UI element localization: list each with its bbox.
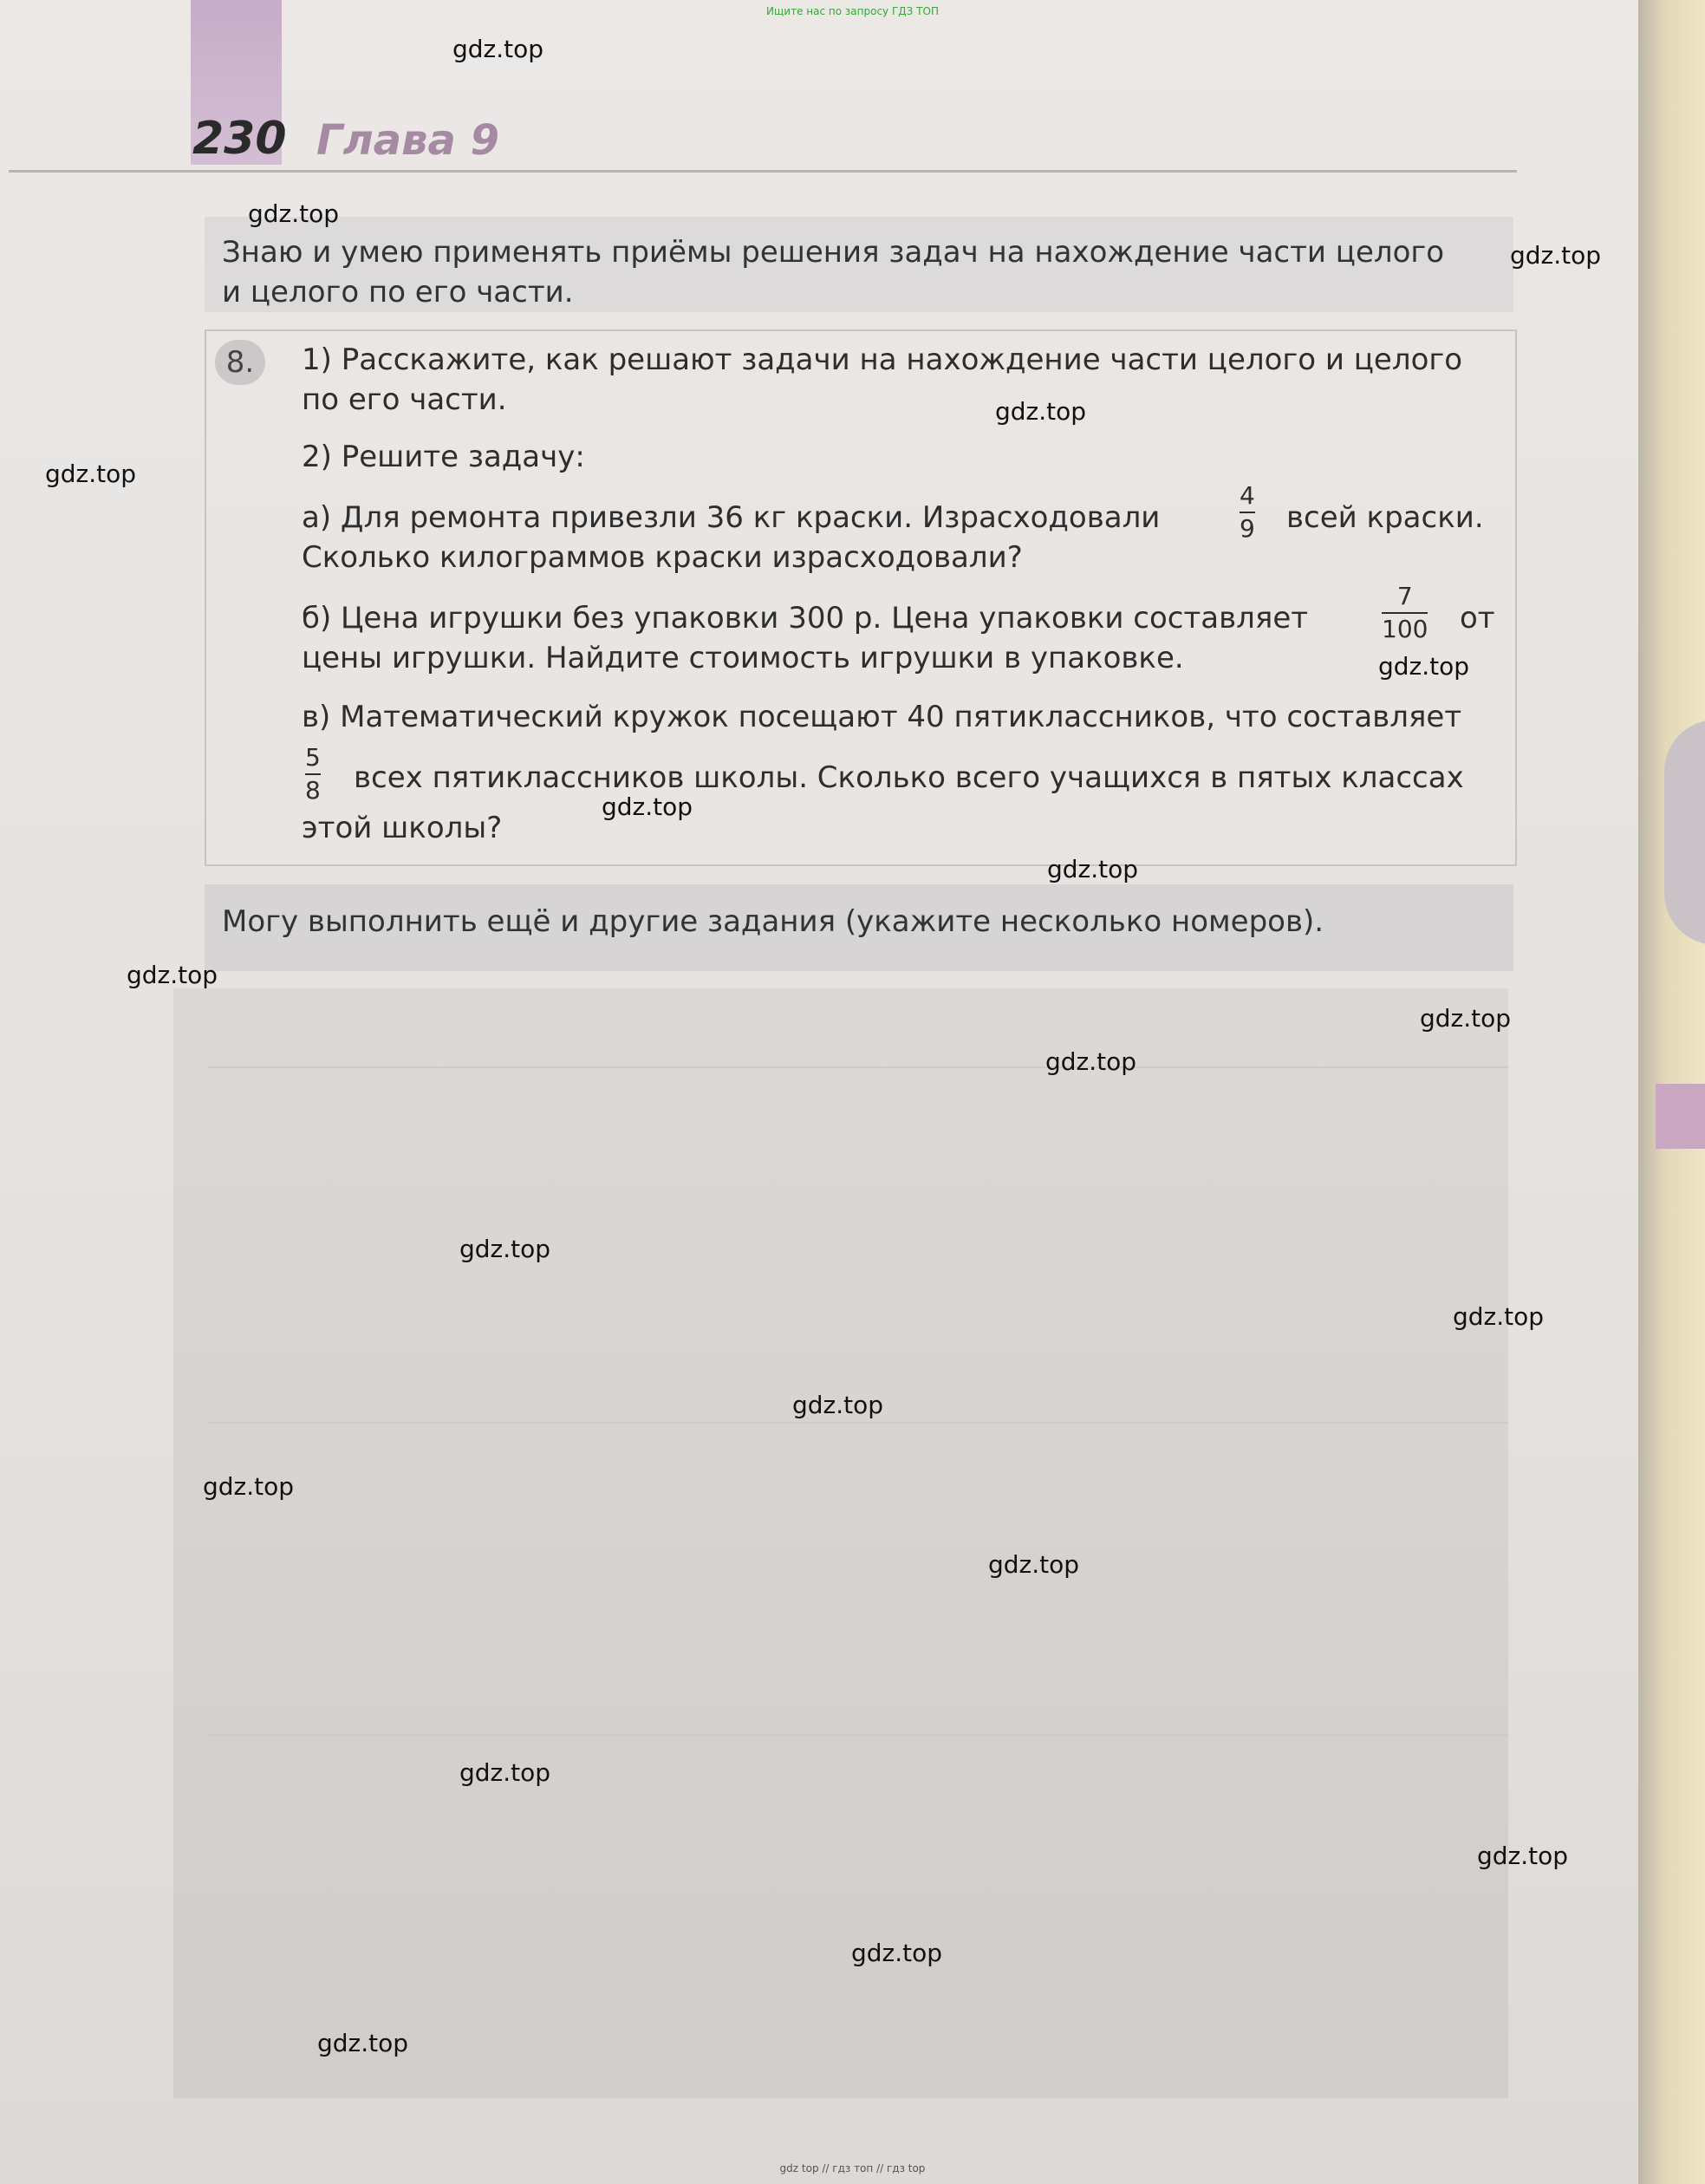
edge-decoration xyxy=(1664,720,1705,945)
subtask-a-line: всей краски. xyxy=(1286,500,1484,535)
question-2: 2) Решите задачу: xyxy=(302,440,585,474)
watermark: gdz.top xyxy=(1378,652,1470,681)
watermark: gdz.top xyxy=(459,1758,551,1787)
watermark: gdz.top xyxy=(1510,241,1602,270)
fraction-bar xyxy=(1382,612,1428,614)
subtask-c-line: в) Математический кружок посещают 40 пятиклассников, что составляет xyxy=(302,700,1462,734)
fraction-numerator: 5 xyxy=(305,743,321,772)
watermark: gdz.top xyxy=(1453,1302,1545,1331)
top-note: Ищите нас по запросу ГДЗ ТОП xyxy=(766,5,939,17)
fraction-numerator: 4 xyxy=(1240,481,1255,510)
lead-line: Знаю и умею применять приёмы решения задач на нахождение части целого xyxy=(222,235,1445,270)
subtask-b-line: б) Цена игрушки без упаковки 300 р. Цена упаковки составляет xyxy=(302,601,1309,636)
fraction-bar xyxy=(1240,512,1255,513)
header-rule xyxy=(9,170,1517,173)
watermark: gdz.top xyxy=(317,2029,409,2057)
spine-tab xyxy=(1656,1084,1705,1149)
subtask-b-line: от xyxy=(1460,601,1495,636)
page-number: 230 xyxy=(192,113,287,165)
watermark: gdz.top xyxy=(1047,855,1139,883)
watermark: gdz.top xyxy=(45,460,137,488)
fraction-bar xyxy=(305,773,321,775)
fraction-numerator: 7 xyxy=(1396,582,1413,610)
fraction-c xyxy=(305,744,321,805)
subtask-c-line: всех пятиклассников школы. Сколько всего учащихся в пятых классах xyxy=(354,760,1464,795)
subtask-a-line: Сколько килограммов краски израсходовали? xyxy=(302,540,1023,575)
subtask-a-line: а) Для ремонта привезли 36 кг краски. Израсходовали xyxy=(302,500,1161,535)
subtask-b-line: цены игрушки. Найдите стоимость игрушки в упаковке. xyxy=(302,641,1184,675)
faint-divider xyxy=(208,1066,1508,1068)
question-1-line: по его части. xyxy=(302,382,507,417)
lead-line: и целого по его части. xyxy=(222,275,574,310)
watermark: gdz.top xyxy=(995,397,1087,426)
watermark: gdz.top xyxy=(851,1939,943,1967)
subtask-c-line: этой школы? xyxy=(302,811,503,845)
watermark: gdz.top xyxy=(988,1550,1080,1579)
faint-divider xyxy=(208,1422,1508,1424)
watermark: gdz.top xyxy=(602,792,693,821)
bottom-note: gdz top // гдз топ // гдз top xyxy=(779,2162,926,2174)
bleed-through-area xyxy=(173,988,1508,2098)
watermark: gdz.top xyxy=(203,1472,295,1501)
watermark: gdz.top xyxy=(452,35,544,63)
watermark: gdz.top xyxy=(792,1391,884,1419)
watermark: gdz.top xyxy=(127,961,218,989)
fraction-denominator: 9 xyxy=(1240,514,1255,543)
task-number-badge: 8. xyxy=(215,340,265,385)
fraction-a xyxy=(1240,482,1255,543)
fraction-denominator: 100 xyxy=(1382,615,1428,643)
watermark: gdz.top xyxy=(1477,1842,1569,1870)
fraction-b xyxy=(1382,583,1428,643)
watermark: gdz.top xyxy=(248,199,340,228)
watermark: gdz.top xyxy=(1420,1004,1512,1033)
chapter-title: Глава 9 xyxy=(316,116,500,165)
question-1-line: 1) Расскажите, как решают задачи на нахождение части целого и целого xyxy=(302,342,1463,377)
fraction-denominator: 8 xyxy=(305,776,321,805)
watermark: gdz.top xyxy=(459,1235,551,1263)
watermark: gdz.top xyxy=(1045,1047,1137,1076)
final-text: Могу выполнить ещё и другие задания (укажите несколько номеров). xyxy=(222,904,1324,939)
faint-divider xyxy=(208,1734,1508,1736)
